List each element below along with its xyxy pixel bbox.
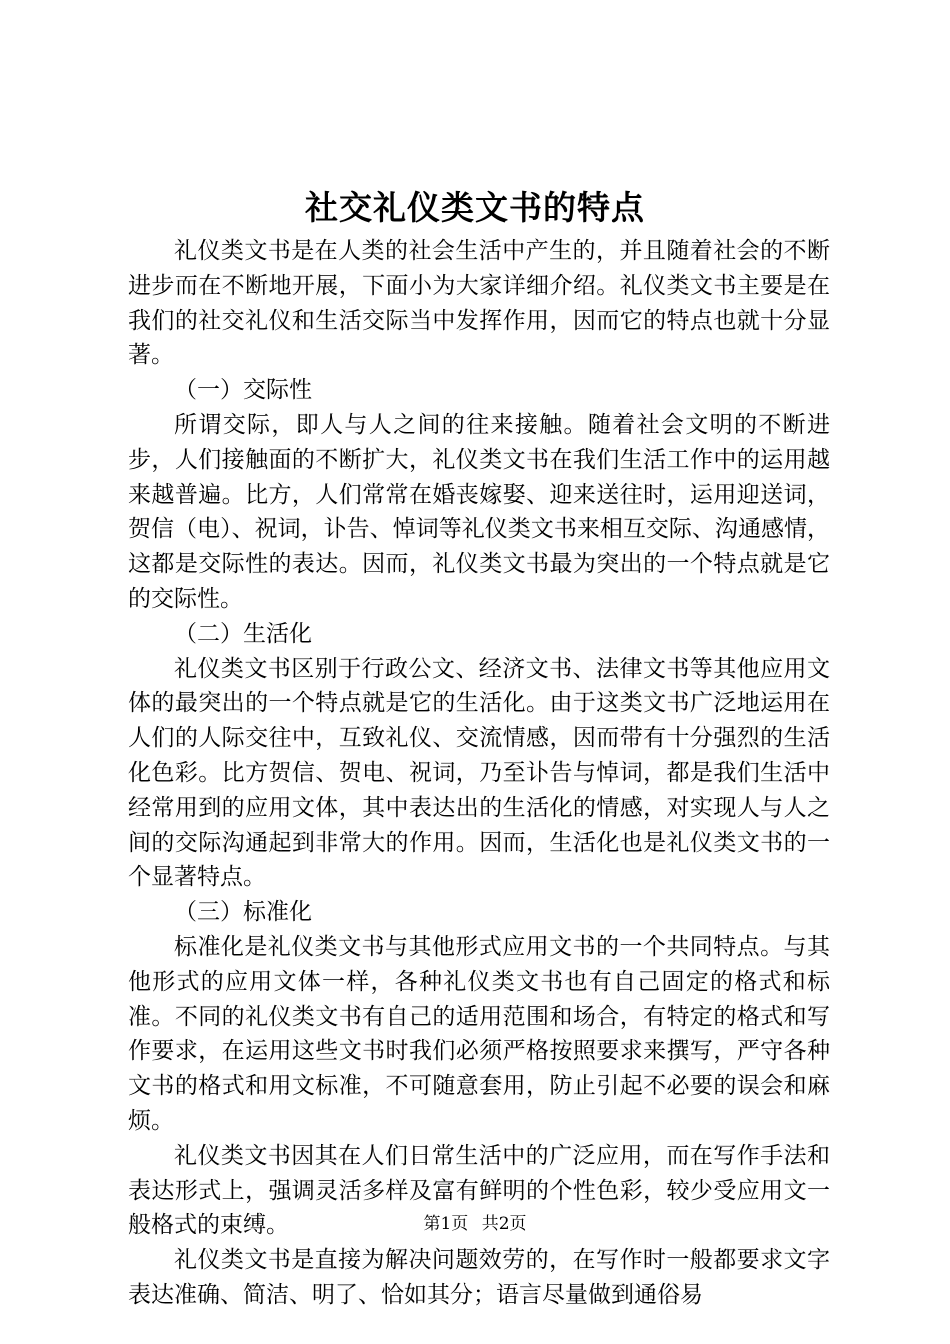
section-heading: （三）标准化 [174,899,312,926]
document-body [128,234,830,1313]
paragraph: 礼仪类文书是在人类的社会生活中产生的，并且随着社会的不断进步而在不断地开展，下面小为大家详细介绍。礼仪类文书主要是在我们的社交礼仪和生活交际当中发挥作用，因而它的特点也就十分显著。 [128,238,830,369]
paragraph: 标准化是礼仪类文书与其他形式应用文书的一个共同特点。与其他形式的应用文体一样，各种礼仪类文书也有自己固定的格式和标准。不同的礼仪类文书有自己的适用范围和场合，有特定的格式和写作要求，在运用这些文书时我们必须严格按照要求来撰写，严守各种文书的格式和用文标准，不可随意套用，防止引起不必要的误会和麻烦。 [128,933,830,1134]
section-heading: （二）生活化 [174,620,312,647]
paragraph: 所谓交际，即人与人之间的往来接触。随着社会文明的不断进步，人们接触面的不断扩大，礼仪类文书在我们生活工作中的运用越来越普遍。比方，人们常常在婚丧嫁娶、迎来送往时，运用迎送词，贺信（电）、祝词，讣告、悼词等礼仪类文书来相互交际、沟通感情，这都是交际性的表达。因而，礼仪类文书最为突出的一个特点就是它的交际性。 [128,411,830,612]
paragraph: 礼仪类文书因其在人们日常生活中的广泛应用，而在写作手法和表达形式上，强调灵活多样及富有鲜明的个性色彩，较少受应用文一般格式的束缚。 [128,1142,830,1239]
document-title: 社交礼仪类文书的特点 [305,188,645,227]
paragraph: 礼仪类文书是直接为解决问题效劳的，在写作时一般都要求文字表达准确、简洁、明了、恰如其分；语言尽量做到通俗易 [128,1247,830,1308]
section-heading: （一）交际性 [174,377,312,404]
page-number: 第1页 [423,1214,469,1234]
paragraph: 礼仪类文书区别于行政公文、经济文书、法律文书等其他应用文体的最突出的一个特点就是它的生活化。由于这类文书广泛地运用在人们的人际交往中，互致礼仪、交流情感，因而带有十分强烈的生活化色彩。比方贺信、贺电、祝词，乃至讣告与悼词，都是我们生活中经常用到的应用文体，其中表达出的生活化的情感，对实现人与人之间的交际沟通起到非常大的作用。因而，生活化也是礼仪类文书的一个显著特点。 [128,655,830,891]
page-total: 共2页 [481,1214,527,1234]
page-footer [0,1212,950,1236]
